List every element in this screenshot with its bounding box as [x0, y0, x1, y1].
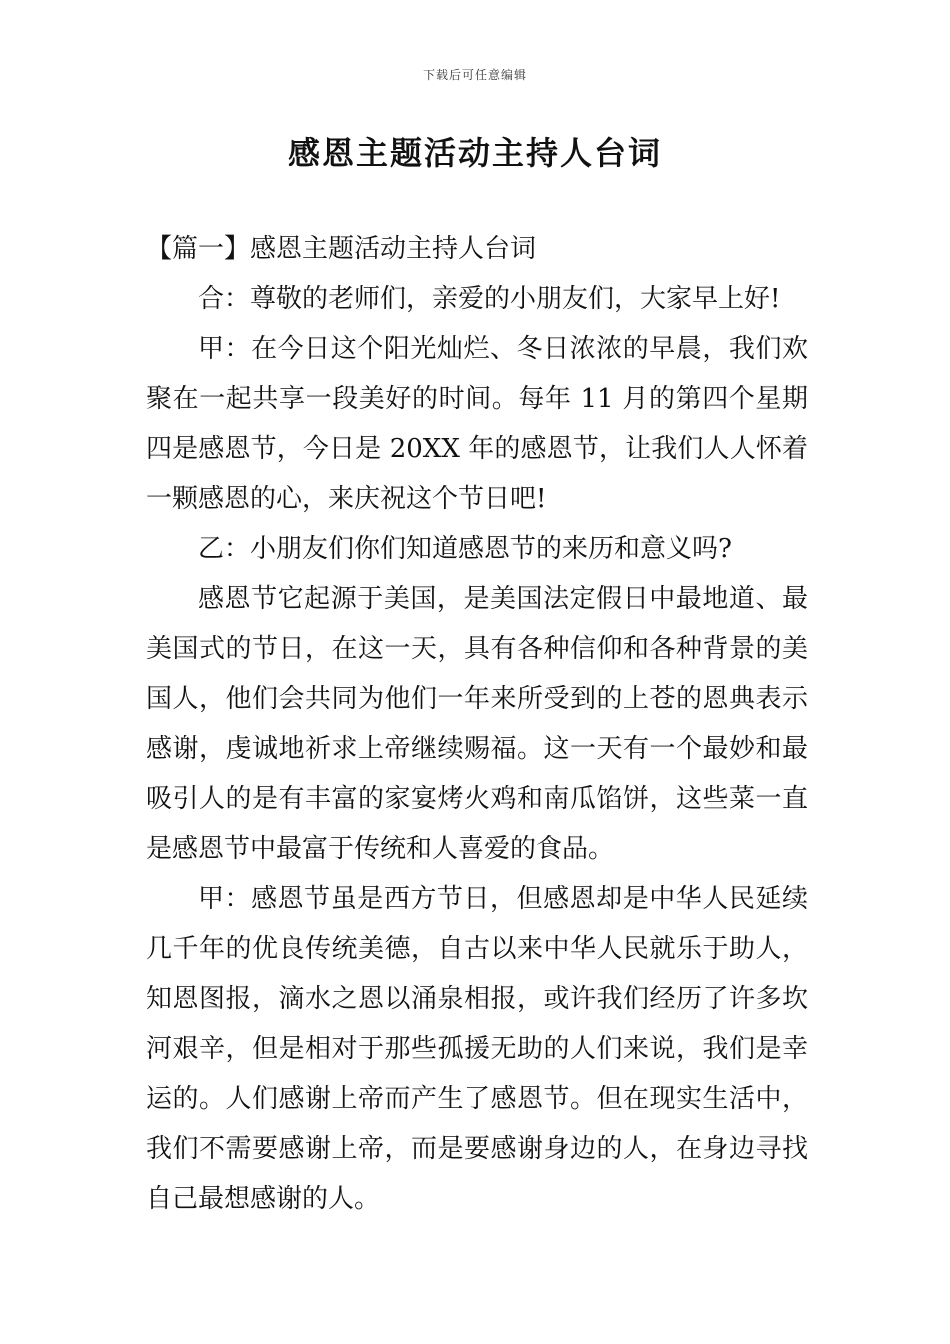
document-body [146, 224, 808, 1224]
header-note: 下载后可任意编辑 [422, 68, 527, 82]
document-title: 感恩主题活动主持人台词 [287, 134, 662, 172]
paragraph-host-a-intro: 甲：在今日这个阳光灿烂、冬日浓浓的早晨，我们欢聚在一起共享一段美好的时间。每年 11 月的第四个星期四是感恩节，今日是 20XX 年的感恩节，让我们人人怀着一颗感恩的心，来庆祝这个节日吧! [146, 334, 808, 514]
section-heading: 【篇一】感恩主题活动主持人台词 [146, 234, 537, 264]
paragraph-host-a-gratitude: 甲：感恩节虽是西方节日，但感恩却是中华人民延续几千年的优良传统美德，自古以来中华人民就乐于助人，知恩图报，滴水之恩以涌泉相报，或许我们经历了许多坎河艰辛，但是相对于那些孤援无助的人们来说，我们是幸运的。人们感谢上帝而产生了感恩节。但在现实生活中，我们不需要感谢上帝，而是要感谢身边的人，在身边寻找自己最想感谢的人。 [146, 884, 808, 1214]
paragraph-host-b-question: 乙：小朋友们你们知道感恩节的来历和意义吗? [198, 534, 732, 564]
paragraph-greeting: 合：尊敬的老师们，亲爱的小朋友们，大家早上好! [198, 284, 781, 314]
paragraph-thanksgiving-origin: 感恩节它起源于美国，是美国法定假日中最地道、最美国式的节日，在这一天，具有各种信仰和各种背景的美国人，他们会共同为他们一年来所受到的上苍的恩典表示感谢，虔诚地祈求上帝继续赐福。这一天有一个最妙和最吸引人的是有丰富的家宴烤火鸡和南瓜馅饼，这些菜一直是感恩节中最富于传统和人喜爱的食品。 [146, 584, 808, 864]
